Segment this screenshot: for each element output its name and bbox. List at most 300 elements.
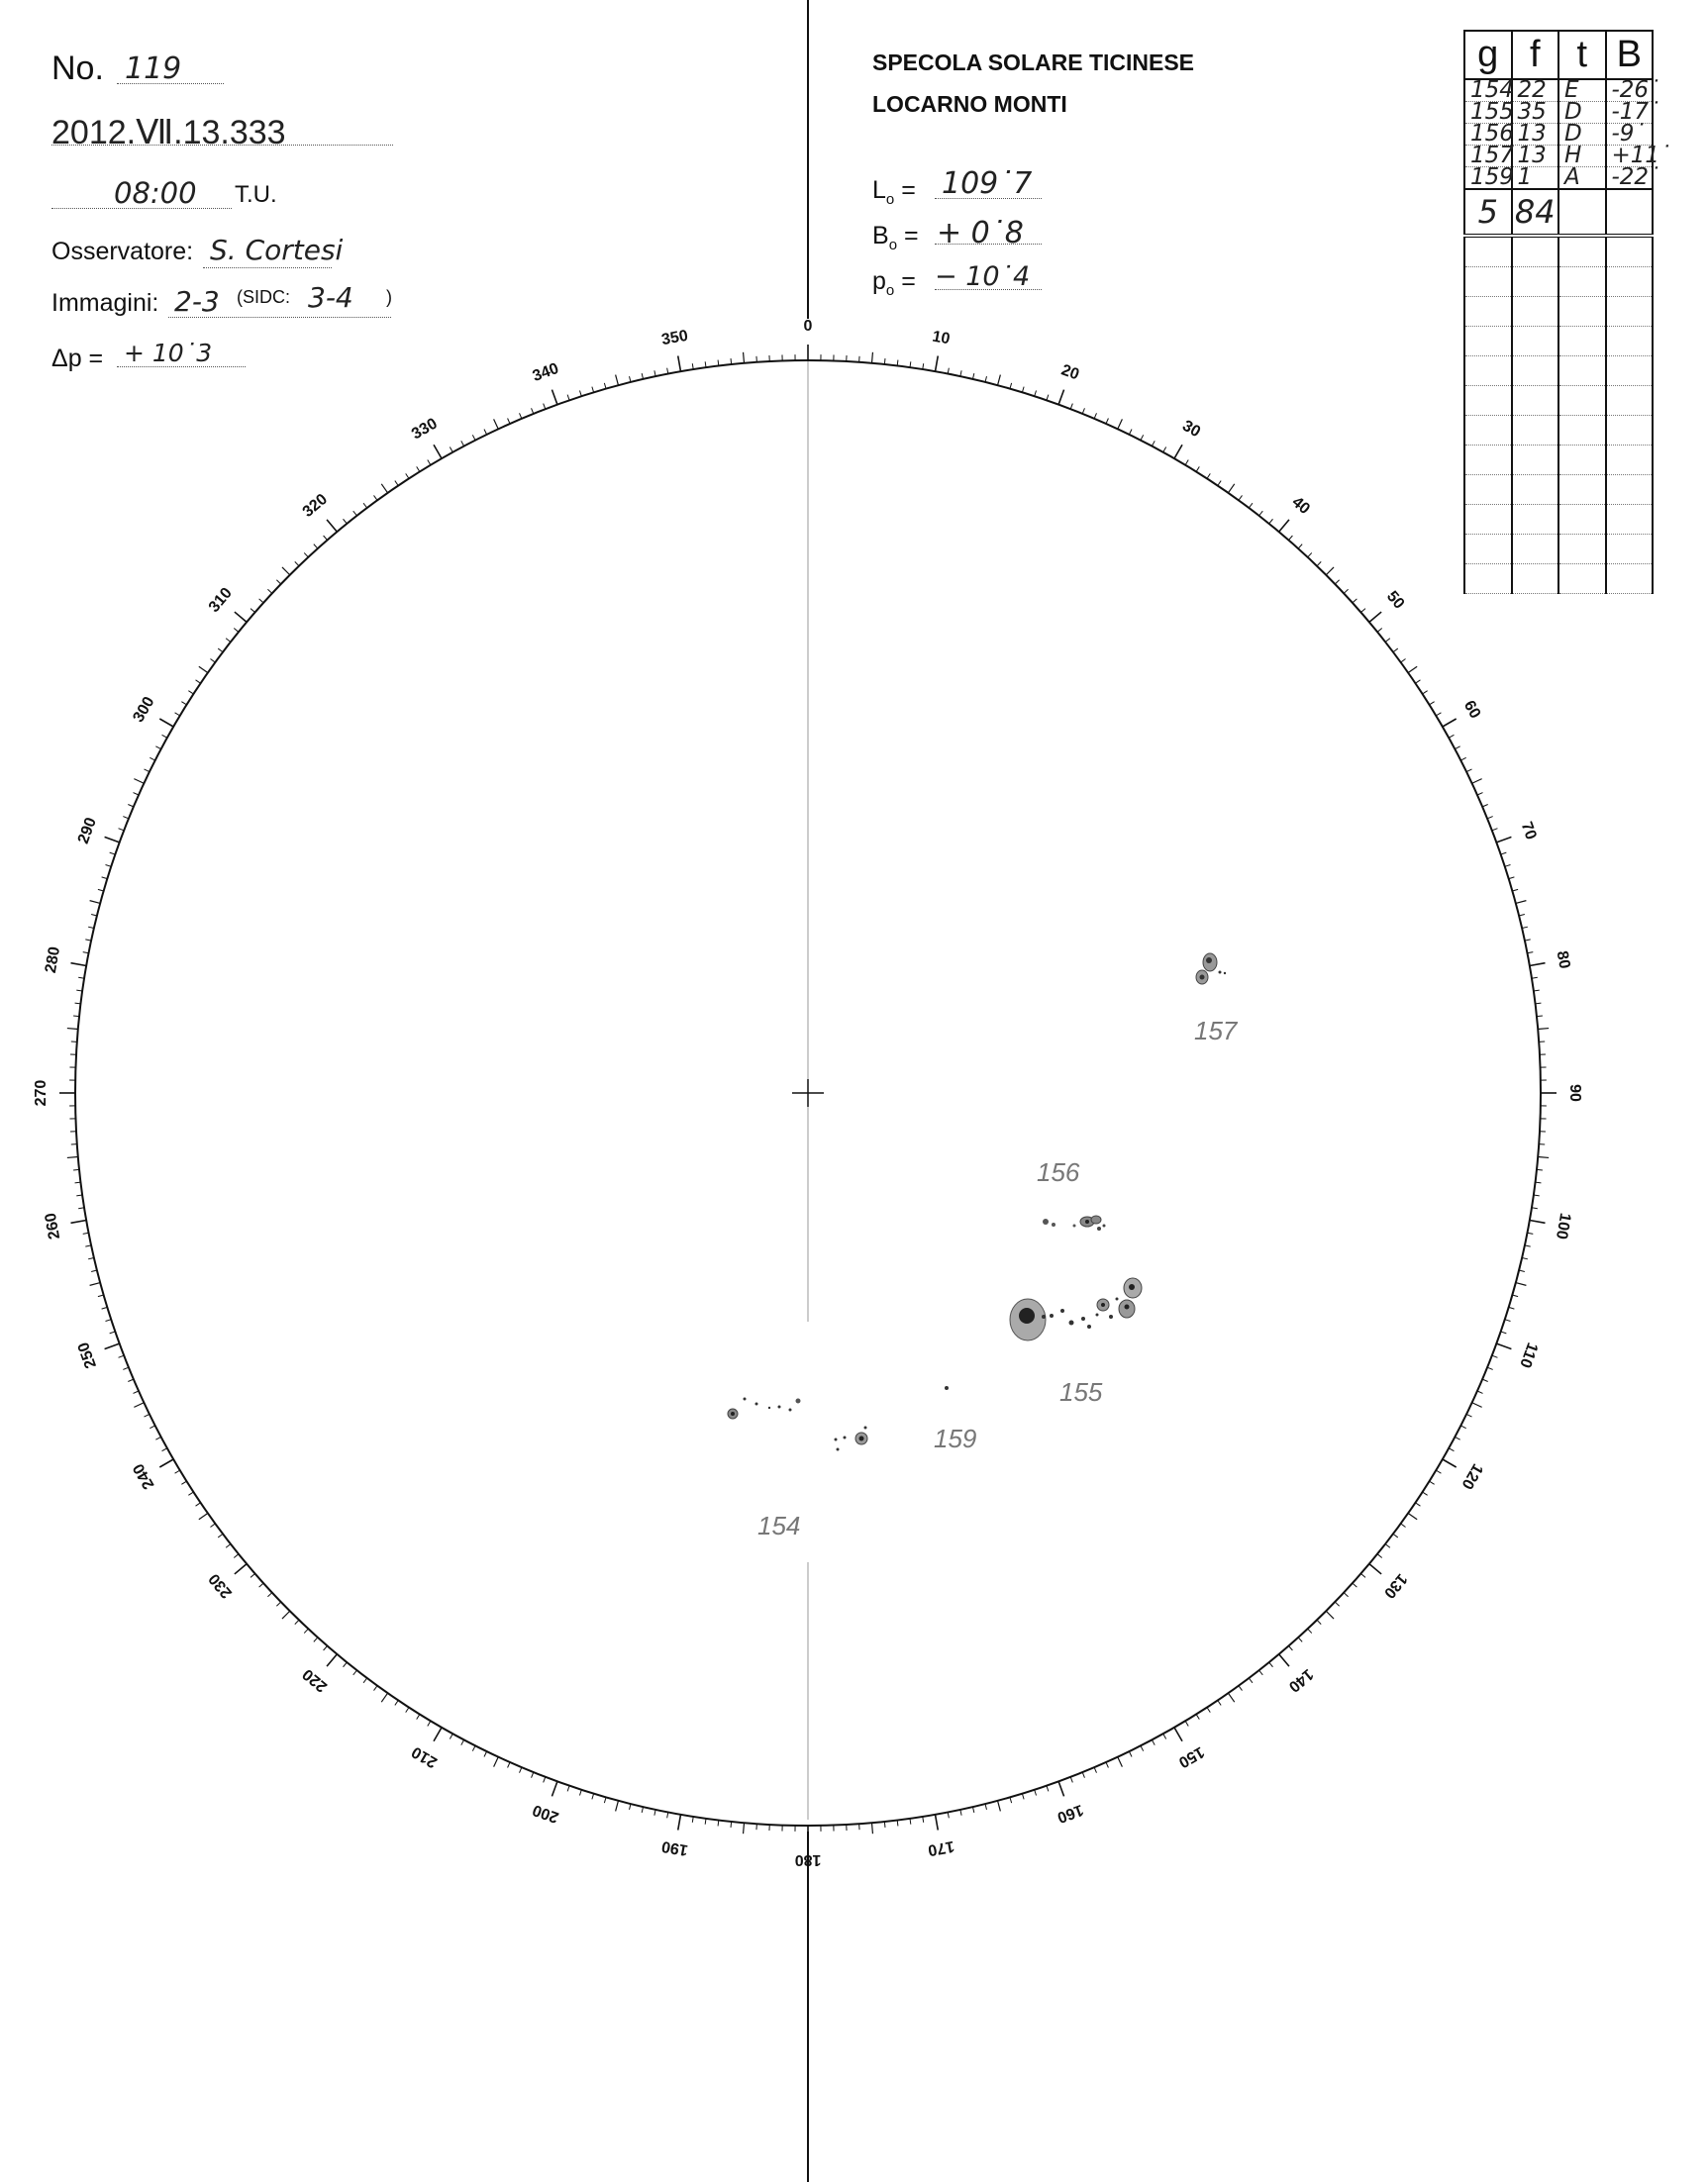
degree-tick: [1385, 639, 1390, 643]
cell-B: -17˙: [1606, 102, 1654, 124]
degree-tick: [484, 429, 487, 434]
degree-tick: [1218, 1700, 1221, 1705]
degree-tick: [616, 375, 619, 386]
degree-tick: [1538, 1156, 1549, 1157]
degree-tick: [1118, 419, 1123, 429]
degree-tick: [133, 1391, 138, 1393]
degree-label: 340: [530, 359, 561, 385]
degree-label: 320: [299, 490, 332, 521]
degree-tick: [1228, 1693, 1234, 1702]
degree-tick: [1152, 441, 1155, 446]
delta-p-value: + 10˙3: [124, 339, 213, 367]
degree-tick: [73, 1016, 79, 1017]
degree-tick: [381, 1693, 387, 1702]
degree-tick: [508, 1762, 510, 1767]
degree-tick: [1279, 520, 1289, 532]
degree-tick: [234, 629, 239, 633]
degree-tick: [1035, 1790, 1037, 1796]
degree-tick: [1505, 864, 1511, 866]
degree-tick: [1070, 1777, 1072, 1783]
degree-tick: [251, 609, 255, 613]
degree-tick: [948, 368, 949, 374]
degree-tick: [327, 1654, 337, 1666]
degree-tick: [406, 473, 409, 478]
degree-tick: [935, 1815, 938, 1831]
degree-tick: [1505, 1320, 1511, 1322]
sunspot-group-154: [728, 1398, 867, 1451]
degree-label: 290: [74, 815, 100, 846]
degree-tick: [1353, 1583, 1356, 1587]
degree-tick: [106, 1320, 112, 1322]
degree-tick: [1496, 1343, 1511, 1348]
degree-label: 310: [205, 584, 236, 617]
degree-label: 30: [1179, 417, 1204, 442]
degree-tick: [1436, 713, 1441, 716]
degree-tick: [1239, 1686, 1243, 1691]
degree-tick: [98, 889, 104, 891]
degree-tick: [532, 408, 534, 414]
degree-tick: [1496, 837, 1511, 842]
degree-tick: [1443, 719, 1457, 727]
degree-tick: [123, 817, 129, 819]
degree-label: 330: [409, 415, 441, 444]
time-value: 08:00: [114, 176, 197, 210]
degree-tick: [324, 536, 328, 541]
degree-tick: [128, 805, 134, 807]
degree-tick: [1443, 1459, 1457, 1467]
degree-tick: [188, 691, 193, 694]
degree-tick: [1423, 1492, 1428, 1495]
degree-tick: [91, 1270, 97, 1271]
L0-label: $L_o$ =: [872, 176, 916, 208]
degree-tick: [1519, 1270, 1525, 1271]
degree-tick: [1317, 1620, 1321, 1624]
degree-tick: [744, 352, 745, 363]
degree-label: 50: [1382, 588, 1408, 613]
cell-t: E: [1558, 79, 1606, 102]
degree-tick: [1532, 977, 1538, 978]
degree-tick: [196, 1503, 201, 1506]
sunspot-group-157: [1196, 953, 1226, 984]
degree-tick: [276, 580, 280, 584]
degree-tick: [175, 713, 180, 716]
degree-tick: [98, 1295, 104, 1297]
B0-label: $B_o$ =: [872, 222, 919, 253]
degree-tick: [972, 373, 973, 379]
degree-label: 210: [409, 1742, 441, 1771]
degree-tick: [1047, 395, 1049, 401]
degree-tick: [1466, 769, 1471, 772]
degree-tick: [552, 1781, 556, 1796]
degree-tick: [1401, 1524, 1406, 1528]
degree-tick: [1509, 877, 1515, 879]
degree-tick: [1360, 609, 1365, 613]
group-label-155: 155: [1059, 1377, 1103, 1407]
degree-tick: [1401, 659, 1406, 663]
degree-tick: [592, 387, 594, 393]
degree-tick: [1298, 545, 1302, 548]
degree-tick: [604, 383, 606, 389]
degree-label: 230: [205, 1569, 236, 1602]
degree-tick: [106, 864, 112, 866]
degree-tick: [1022, 1794, 1024, 1800]
degree-tick: [667, 1812, 668, 1818]
degree-tick: [998, 1801, 1001, 1812]
degree-tick: [1449, 735, 1454, 738]
degree-tick: [395, 481, 398, 486]
sidc-close: ): [386, 287, 392, 307]
degree-tick: [123, 1367, 129, 1369]
cell-B: +11˙: [1606, 146, 1654, 167]
cell-t: A: [1558, 167, 1606, 190]
degree-tick: [70, 1220, 86, 1223]
degree-tick: [1353, 599, 1356, 603]
L0-value: 109˙7: [942, 166, 1033, 201]
degree-tick: [134, 1403, 144, 1408]
degree-label: 110: [1516, 1339, 1541, 1370]
degree-tick: [1326, 567, 1334, 575]
sidc-value: 3-4: [308, 281, 353, 314]
degree-tick: [731, 1822, 732, 1828]
degree-tick: [1527, 952, 1533, 953]
degree-tick: [327, 520, 337, 532]
degree-tick: [579, 1790, 581, 1796]
degree-tick: [1207, 473, 1210, 478]
degree-tick: [304, 552, 308, 556]
degree-tick: [295, 561, 299, 565]
degree-label: 180: [794, 1850, 822, 1868]
degree-tick: [282, 567, 290, 575]
degree-tick: [520, 1767, 522, 1773]
degree-tick: [508, 418, 510, 423]
degree-tick: [304, 1629, 308, 1633]
degree-label: 150: [1175, 1742, 1207, 1771]
degree-tick: [417, 466, 420, 471]
group-label-156: 156: [1037, 1157, 1080, 1187]
degree-tick: [1185, 1721, 1188, 1726]
degree-tick: [461, 441, 464, 446]
degree-tick: [998, 375, 1001, 386]
degree-tick: [1455, 746, 1459, 749]
degree-tick: [450, 447, 452, 452]
delta-p-label: Δp =: [51, 345, 104, 372]
degree-tick: [1512, 1295, 1518, 1297]
degree-tick: [884, 358, 885, 364]
header-t: t: [1558, 31, 1606, 79]
cell-t: H: [1558, 146, 1606, 167]
degree-tick: [1460, 757, 1465, 760]
degree-tick: [1308, 1629, 1312, 1633]
degree-tick: [1288, 1645, 1292, 1650]
degree-label: 200: [530, 1801, 561, 1827]
degree-label: 60: [1459, 697, 1484, 722]
degree-tick: [960, 1810, 961, 1816]
degree-tick: [1509, 1307, 1515, 1309]
degree-tick: [1492, 1355, 1498, 1357]
degree-tick: [1519, 915, 1525, 916]
degree-tick: [259, 1583, 263, 1587]
degree-tick: [494, 1757, 499, 1767]
degree-tick: [552, 390, 556, 405]
degree-tick: [1344, 1593, 1348, 1597]
degree-tick: [1082, 1772, 1084, 1778]
degree-tick: [1249, 1678, 1253, 1683]
degree-tick: [119, 1355, 125, 1357]
degree-tick: [1482, 805, 1488, 807]
cell-t: D: [1558, 124, 1606, 146]
degree-label: 90: [1565, 1084, 1583, 1102]
degree-tick: [1393, 648, 1398, 652]
group-label-154: 154: [757, 1511, 801, 1540]
degree-tick: [353, 511, 357, 516]
degree-tick: [67, 1029, 78, 1030]
total-spots: 84: [1512, 189, 1559, 236]
degree-tick: [434, 1728, 442, 1741]
degree-tick: [1492, 829, 1498, 831]
degree-tick: [1010, 383, 1012, 389]
degree-tick: [1472, 1403, 1482, 1408]
degree-tick: [406, 1708, 409, 1713]
degree-tick: [1430, 702, 1435, 705]
cell-B: -9˙: [1606, 124, 1654, 146]
degree-tick: [472, 1745, 475, 1750]
observatory-location: LOCARNO MONTI: [872, 91, 1067, 117]
degree-tick: [85, 1245, 91, 1246]
cell-B: -22˙: [1606, 167, 1654, 190]
degree-tick: [654, 1810, 655, 1816]
degree-label: 350: [659, 327, 690, 349]
degree-tick: [90, 1283, 101, 1286]
degree-tick: [744, 1823, 745, 1834]
degree-tick: [1415, 1503, 1420, 1506]
degree-tick: [567, 1786, 569, 1792]
degree-tick: [1196, 466, 1199, 471]
degree-tick: [267, 1593, 271, 1597]
degree-tick: [105, 1343, 120, 1348]
degree-tick: [1082, 408, 1084, 414]
degree-tick: [667, 368, 668, 374]
degree-tick: [267, 589, 271, 593]
degree-tick: [235, 1564, 247, 1574]
degree-tick: [1249, 503, 1253, 508]
degree-tick: [381, 484, 387, 493]
degree-tick: [1527, 1233, 1533, 1234]
degree-tick: [1335, 580, 1339, 584]
degree-tick: [871, 1823, 872, 1834]
degree-label: 220: [299, 1665, 332, 1696]
degree-tick: [567, 395, 569, 401]
degree-tick: [630, 376, 631, 382]
degree-tick: [90, 901, 101, 904]
degree-tick: [1185, 460, 1188, 465]
group-label-159: 159: [934, 1424, 977, 1453]
degree-tick: [1058, 1781, 1063, 1796]
degree-tick: [344, 1662, 348, 1667]
degree-tick: [374, 495, 378, 500]
degree-tick: [1482, 1379, 1488, 1381]
degree-tick: [960, 370, 961, 376]
degree-tick: [1207, 1708, 1210, 1713]
degree-tick: [1516, 901, 1527, 904]
degree-tick: [1393, 1534, 1398, 1537]
degree-tick: [196, 680, 201, 683]
degree-tick: [324, 1645, 328, 1650]
observatory-title: SPECOLA SOLARE TICINESE: [872, 50, 1195, 75]
degree-tick: [1118, 1757, 1123, 1767]
degree-tick: [520, 413, 522, 419]
cell-g: 159: [1464, 167, 1512, 190]
degree-tick: [102, 877, 108, 879]
degree-label: 170: [926, 1836, 956, 1859]
degree-tick: [1369, 612, 1381, 622]
cell-f: 13: [1512, 124, 1559, 146]
degree-tick: [428, 460, 431, 465]
degree-tick: [1537, 1169, 1543, 1170]
degree-tick: [532, 1772, 534, 1778]
degree-tick: [1141, 435, 1144, 440]
degree-tick: [395, 1700, 398, 1705]
degree-tick: [1163, 1734, 1166, 1738]
degree-tick: [199, 666, 208, 672]
degree-tick: [1360, 1573, 1365, 1577]
degree-tick: [692, 363, 693, 369]
degree-tick: [1047, 1786, 1049, 1792]
degree-tick: [472, 435, 475, 440]
degree-tick: [417, 1715, 420, 1720]
degree-tick: [105, 837, 120, 842]
degree-tick: [544, 1777, 546, 1783]
degree-label: 190: [659, 1836, 690, 1859]
degree-tick: [155, 746, 160, 749]
degree-label: 40: [1288, 493, 1313, 519]
degree-tick: [1279, 1654, 1289, 1666]
degree-tick: [144, 769, 149, 772]
degree-tick: [1335, 1602, 1339, 1606]
degree-tick: [461, 1739, 464, 1744]
degree-tick: [1522, 1257, 1528, 1258]
degree-tick: [314, 1637, 318, 1641]
degree-tick: [133, 793, 138, 795]
degree-tick: [1344, 589, 1348, 593]
sunspot-group-156: [1043, 1216, 1106, 1231]
degree-tick: [363, 503, 367, 508]
degree-tick: [1152, 1739, 1155, 1744]
degree-tick: [235, 612, 247, 622]
degree-label: 20: [1058, 361, 1082, 384]
degree-tick: [155, 1437, 160, 1439]
degree-tick: [1525, 1245, 1531, 1246]
degree-tick: [1408, 1513, 1417, 1519]
images-value: 2-3: [174, 285, 220, 318]
header-B: B: [1606, 31, 1654, 79]
degree-tick: [1094, 413, 1096, 419]
degree-tick: [1022, 387, 1024, 393]
degree-tick: [1385, 1544, 1390, 1548]
degree-label: 120: [1457, 1460, 1486, 1492]
degree-tick: [871, 352, 872, 363]
degree-tick: [78, 977, 84, 978]
degree-tick: [1174, 445, 1182, 458]
degree-tick: [544, 404, 546, 410]
cell-f: 1: [1512, 167, 1559, 190]
degree-tick: [210, 659, 215, 663]
degree-tick: [314, 545, 318, 548]
degree-tick: [1538, 1029, 1549, 1030]
degree-label: 250: [74, 1339, 100, 1371]
cell-f: 22: [1512, 79, 1559, 102]
degree-tick: [1537, 1016, 1543, 1017]
degree-tick: [70, 963, 86, 966]
degree-tick: [128, 1379, 134, 1381]
degree-label: 280: [42, 944, 64, 975]
degree-tick: [276, 1602, 280, 1606]
number-label: No.: [51, 50, 104, 87]
degree-label: 300: [130, 694, 158, 726]
degree-tick: [1423, 691, 1428, 694]
degree-tick: [948, 1812, 949, 1818]
degree-tick: [1487, 1367, 1493, 1369]
degree-tick: [1377, 629, 1382, 633]
degree-tick: [144, 1414, 149, 1417]
degree-tick: [1501, 1332, 1507, 1334]
degree-tick: [282, 1611, 290, 1619]
degree-tick: [630, 1804, 631, 1810]
degree-tick: [88, 1257, 94, 1258]
degree-tick: [1530, 963, 1546, 966]
cell-g: 155: [1464, 102, 1512, 124]
observer-value: S. Cortesi: [210, 234, 344, 266]
degree-tick: [78, 1208, 84, 1209]
degree-tick: [73, 1169, 79, 1170]
degree-tick: [428, 1721, 431, 1726]
degree-tick: [67, 1156, 78, 1157]
degree-tick: [1174, 1728, 1182, 1741]
degree-tick: [226, 639, 231, 643]
degree-tick: [83, 952, 89, 953]
degree-tick: [110, 852, 116, 854]
degree-tick: [1106, 418, 1108, 423]
degree-tick: [678, 1815, 681, 1831]
degree-tick: [162, 1448, 167, 1451]
degree-tick: [1259, 1670, 1263, 1675]
sidc-label: (SIDC:: [237, 287, 290, 307]
degree-tick: [102, 1307, 108, 1309]
degree-tick: [616, 1801, 619, 1812]
degree-tick: [344, 519, 348, 524]
degree-tick: [1532, 1208, 1538, 1209]
degree-tick: [923, 1817, 924, 1823]
cell-g: 154: [1464, 79, 1512, 102]
degree-tick: [199, 1513, 208, 1519]
p0-value: − 10˙4: [935, 261, 1031, 292]
degree-tick: [1522, 927, 1528, 928]
degree-tick: [1259, 511, 1263, 516]
degree-tick: [1010, 1797, 1012, 1803]
date-value: 2012.Ⅶ.13.333: [51, 114, 286, 151]
degree-tick: [1326, 1611, 1334, 1619]
degree-tick: [1308, 552, 1312, 556]
degree-tick: [985, 1804, 986, 1810]
degree-tick: [218, 1534, 223, 1537]
degree-tick: [295, 1620, 299, 1624]
degree-tick: [579, 391, 581, 397]
header-f: f: [1512, 31, 1559, 79]
degree-tick: [654, 370, 655, 376]
degree-tick: [972, 1807, 973, 1813]
cell-g: 156: [1464, 124, 1512, 146]
degree-label: 260: [42, 1211, 64, 1241]
degree-tick: [226, 1544, 231, 1548]
